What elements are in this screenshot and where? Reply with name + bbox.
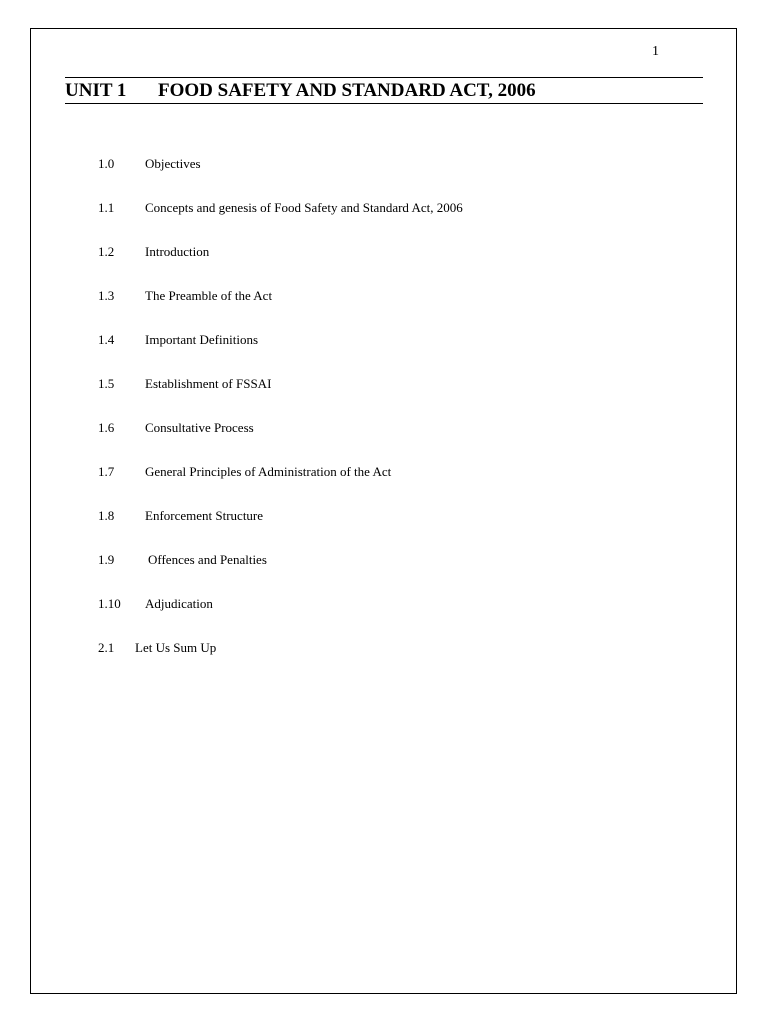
toc-item <box>98 331 463 375</box>
toc-item-title: Enforcement Structure <box>145 508 264 523</box>
toc-item-number: 1.4 <box>98 332 115 347</box>
toc-item <box>98 419 463 463</box>
toc-item-number: 1.0 <box>98 156 115 171</box>
toc-item <box>98 243 463 287</box>
toc-item-title: Adjudication <box>145 596 213 611</box>
toc-item <box>98 551 463 595</box>
toc-item <box>98 507 463 551</box>
toc-item-title: Establishment of FSSAI <box>145 376 272 391</box>
heading-top-rule <box>65 77 703 78</box>
unit-heading <box>65 80 536 102</box>
toc-item-title: Offences and Penalties <box>148 552 267 567</box>
toc-item-title: Concepts and genesis of Food Safety and Standard Act, 2006 <box>145 200 463 215</box>
toc-item-title: The Preamble of the Act <box>145 288 273 303</box>
toc-item-title: General Principles of Administration of the Act <box>145 464 392 479</box>
toc-item-title: Important Definitions <box>145 332 259 347</box>
toc-item-title: Let Us Sum Up <box>135 640 217 655</box>
toc-item-number: 1.10 <box>98 596 121 611</box>
toc-item-number: 1.1 <box>98 200 115 215</box>
toc-item <box>98 287 463 331</box>
unit-title: FOOD SAFETY AND STANDARD ACT, 2006 <box>158 80 536 101</box>
toc-item-number: 1.9 <box>98 552 115 567</box>
page-number: 1 <box>652 44 659 59</box>
toc-item-title: Introduction <box>145 244 210 259</box>
table-of-contents <box>98 155 463 683</box>
toc-item-title: Consultative Process <box>145 420 254 435</box>
toc-item-title: Objectives <box>145 156 201 171</box>
toc-item-number: 2.1 <box>98 640 115 655</box>
unit-label: UNIT 1 <box>65 80 127 101</box>
toc-item <box>98 375 463 419</box>
toc-item-number: 1.8 <box>98 508 115 523</box>
toc-item <box>98 155 463 199</box>
toc-item-number: 1.5 <box>98 376 115 391</box>
toc-item-number: 1.7 <box>98 464 115 479</box>
toc-item-number: 1.6 <box>98 420 115 435</box>
toc-item-number: 1.2 <box>98 244 115 259</box>
toc-item <box>98 595 463 639</box>
heading-bottom-rule <box>65 103 703 104</box>
toc-item-number: 1.3 <box>98 288 115 303</box>
toc-item <box>98 463 463 507</box>
toc-item <box>98 639 463 683</box>
toc-item <box>98 199 463 243</box>
